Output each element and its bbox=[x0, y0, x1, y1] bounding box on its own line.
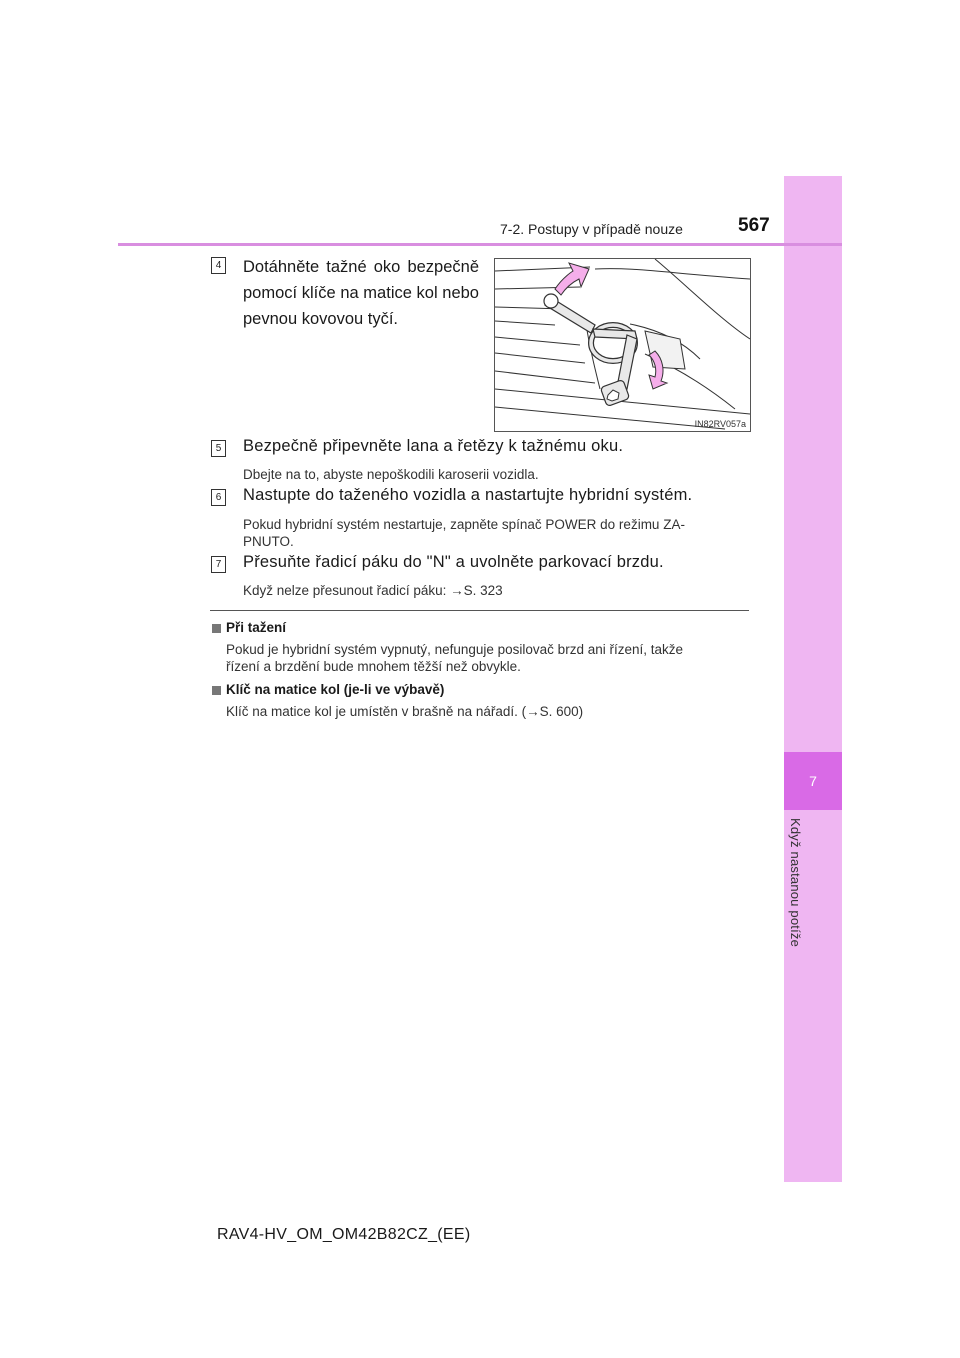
document-code: RAV4-HV_OM_OM42B82CZ_(EE) bbox=[217, 1226, 471, 1243]
header-divider bbox=[118, 243, 842, 246]
chapter-number: 7 bbox=[809, 773, 817, 789]
bumper-line bbox=[495, 407, 725, 429]
step-badge-5: 5 bbox=[211, 440, 226, 457]
chapter-title: Když nastanou potíže bbox=[788, 818, 803, 948]
figure-code: IN82RV057a bbox=[694, 419, 746, 429]
step-7-note: Když nelze přesunout řadicí páku: →S. 323 bbox=[243, 583, 503, 598]
step-5-text: Bezpečně připevněte lana a řetězy k tažnému oku. bbox=[243, 437, 624, 455]
note-2-title: Klíč na matice kol (je-li ve výbavě) bbox=[226, 682, 445, 697]
step-5-note: Dbejte na to, abyste nepoškodili karoserii vozidla. bbox=[243, 467, 539, 482]
step-badge-7: 7 bbox=[211, 556, 226, 573]
step-7-text: Přesuňte řadicí páku do "N" a uvolněte parkovací brzdu. bbox=[243, 553, 664, 571]
note-1-title: Při tažení bbox=[226, 620, 287, 635]
note-1-line-1: Pokud je hybridní systém vypnutý, nefunguje posilovač brzd ani řízení, takže bbox=[226, 642, 683, 657]
notes-divider bbox=[210, 610, 749, 611]
note-2-line-1: Klíč na matice kol je umístěn v brašně na nářadí. (→S. 600) bbox=[226, 704, 584, 719]
step-6-note-line-2: PNUTO. bbox=[243, 534, 294, 549]
tow-eye-wrench-illustration bbox=[494, 258, 751, 432]
square-bullet-icon bbox=[212, 686, 221, 695]
tow-eye-socket bbox=[645, 331, 685, 369]
bumper-line bbox=[495, 321, 555, 325]
wrench-end bbox=[544, 294, 558, 308]
bumper-line bbox=[655, 259, 750, 339]
step-badge-4: 4 bbox=[211, 257, 226, 274]
bumper-line bbox=[495, 353, 585, 363]
step-4-text: Dotáhněte tažné oko bezpečně pomocí klíče na matice kol nebo pevnou kovovou tyčí. bbox=[243, 258, 479, 328]
step-6-text: Nastupte do taženého vozidla a nastartujte hybridní systém. bbox=[243, 486, 693, 504]
bumper-line bbox=[495, 337, 580, 345]
page-number: 567 bbox=[738, 215, 770, 236]
section-title: 7-2. Postupy v případě nouze bbox=[500, 221, 683, 237]
note-1-line-2: řízení a brzdění bude mnohem těžší než obvykle. bbox=[226, 659, 521, 674]
bumper-line bbox=[495, 371, 595, 383]
step-badge-6: 6 bbox=[211, 489, 226, 506]
square-bullet-icon bbox=[212, 624, 221, 633]
chapter-side-tab bbox=[784, 176, 842, 1182]
illustration-drawing bbox=[495, 259, 750, 431]
step-6-note-line-1: Pokud hybridní systém nestartuje, zapněte spínač POWER do režimu ZA- bbox=[243, 517, 685, 532]
